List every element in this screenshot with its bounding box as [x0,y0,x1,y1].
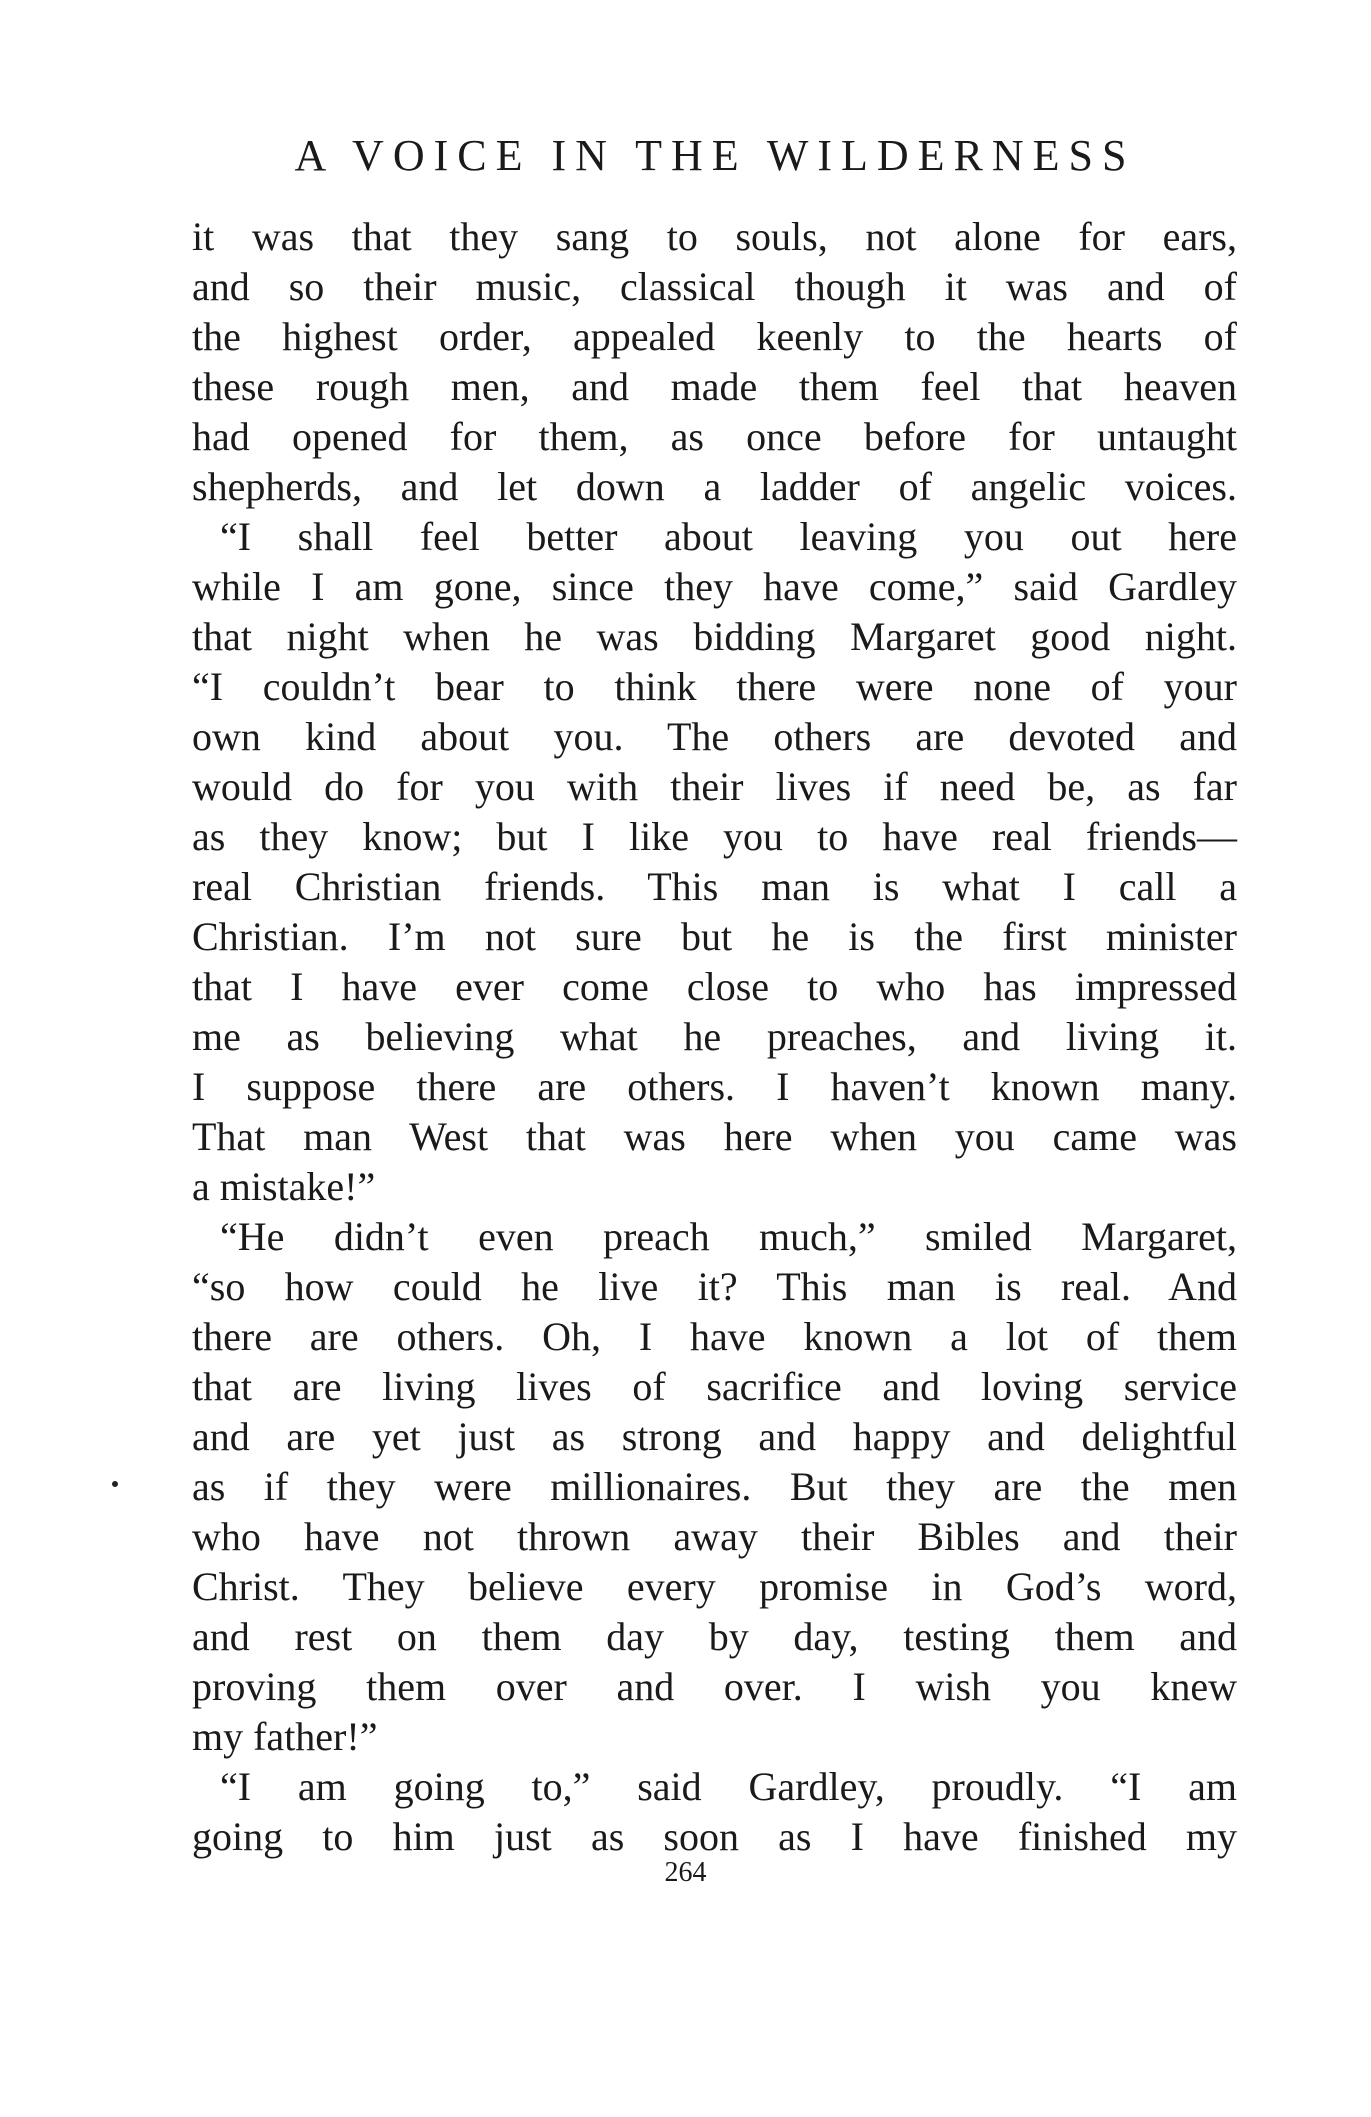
text-line: “so how could he live it? This man is real. And [192,1264,1237,1309]
text-line: “I am going to,” said Gardley, proudly. “I am [220,1764,1237,1809]
text-line: I suppose there are others. I haven’t known many. [192,1064,1237,1109]
text-line: me as believing what he preaches, and living it. [192,1014,1237,1059]
text-line: and so their music, classical though it was and of [192,264,1237,309]
text-line: while I am gone, since they have come,” said Gardley [192,564,1237,609]
text-line: as they know; but I like you to have real friends— [192,814,1237,859]
text-line: my father!” [192,1714,378,1759]
page-number: 264 [664,1857,707,1888]
margin-speck [112,1481,118,1487]
text-line: “I couldn’t bear to think there were none of your [192,664,1237,709]
text-line: these rough men, and made them feel that heaven [192,364,1237,409]
text-line: real Christian friends. This man is what I call a [192,864,1237,909]
text-line: That man West that was here when you came was [192,1114,1237,1159]
text-line: there are others. Oh, I have known a lot of them [192,1314,1237,1359]
text-line: Christ. They believe every promise in God’s word, [192,1564,1237,1609]
text-line: it was that they sang to souls, not alone for ears, [192,214,1237,259]
text-line: Christian. I’m not sure but he is the first minister [192,914,1237,959]
text-line: “I shall feel better about leaving you out here [220,514,1237,559]
text-line: that night when he was bidding Margaret good night. [192,614,1237,659]
text-line: “He didn’t even preach much,” smiled Margaret, [220,1214,1237,1259]
body-text [192,212,1237,1862]
running-head: A VOICE IN THE WILDERNESS [294,131,1136,180]
text-line: proving them over and over. I wish you knew [192,1664,1237,1709]
text-line: that I have ever come close to who has impressed [192,964,1237,1009]
text-line: and rest on them day by day, testing them and [192,1614,1237,1659]
text-line: and are yet just as strong and happy and delightful [192,1414,1237,1459]
text-line: had opened for them, as once before for untaught [192,414,1237,459]
text-line: going to him just as soon as I have finished my [192,1814,1237,1859]
text-line: the highest order, appealed keenly to the hearts of [192,314,1237,359]
text-line: as if they were millionaires. But they are the men [192,1464,1237,1509]
text-line: own kind about you. The others are devoted and [192,714,1237,759]
text-line: shepherds, and let down a ladder of angelic voices. [192,464,1237,509]
text-line: who have not thrown away their Bibles and their [192,1514,1237,1559]
text-line: would do for you with their lives if need be, as far [192,764,1237,809]
text-line: that are living lives of sacrifice and loving service [192,1364,1237,1409]
text-line: a mistake!” [192,1164,376,1209]
